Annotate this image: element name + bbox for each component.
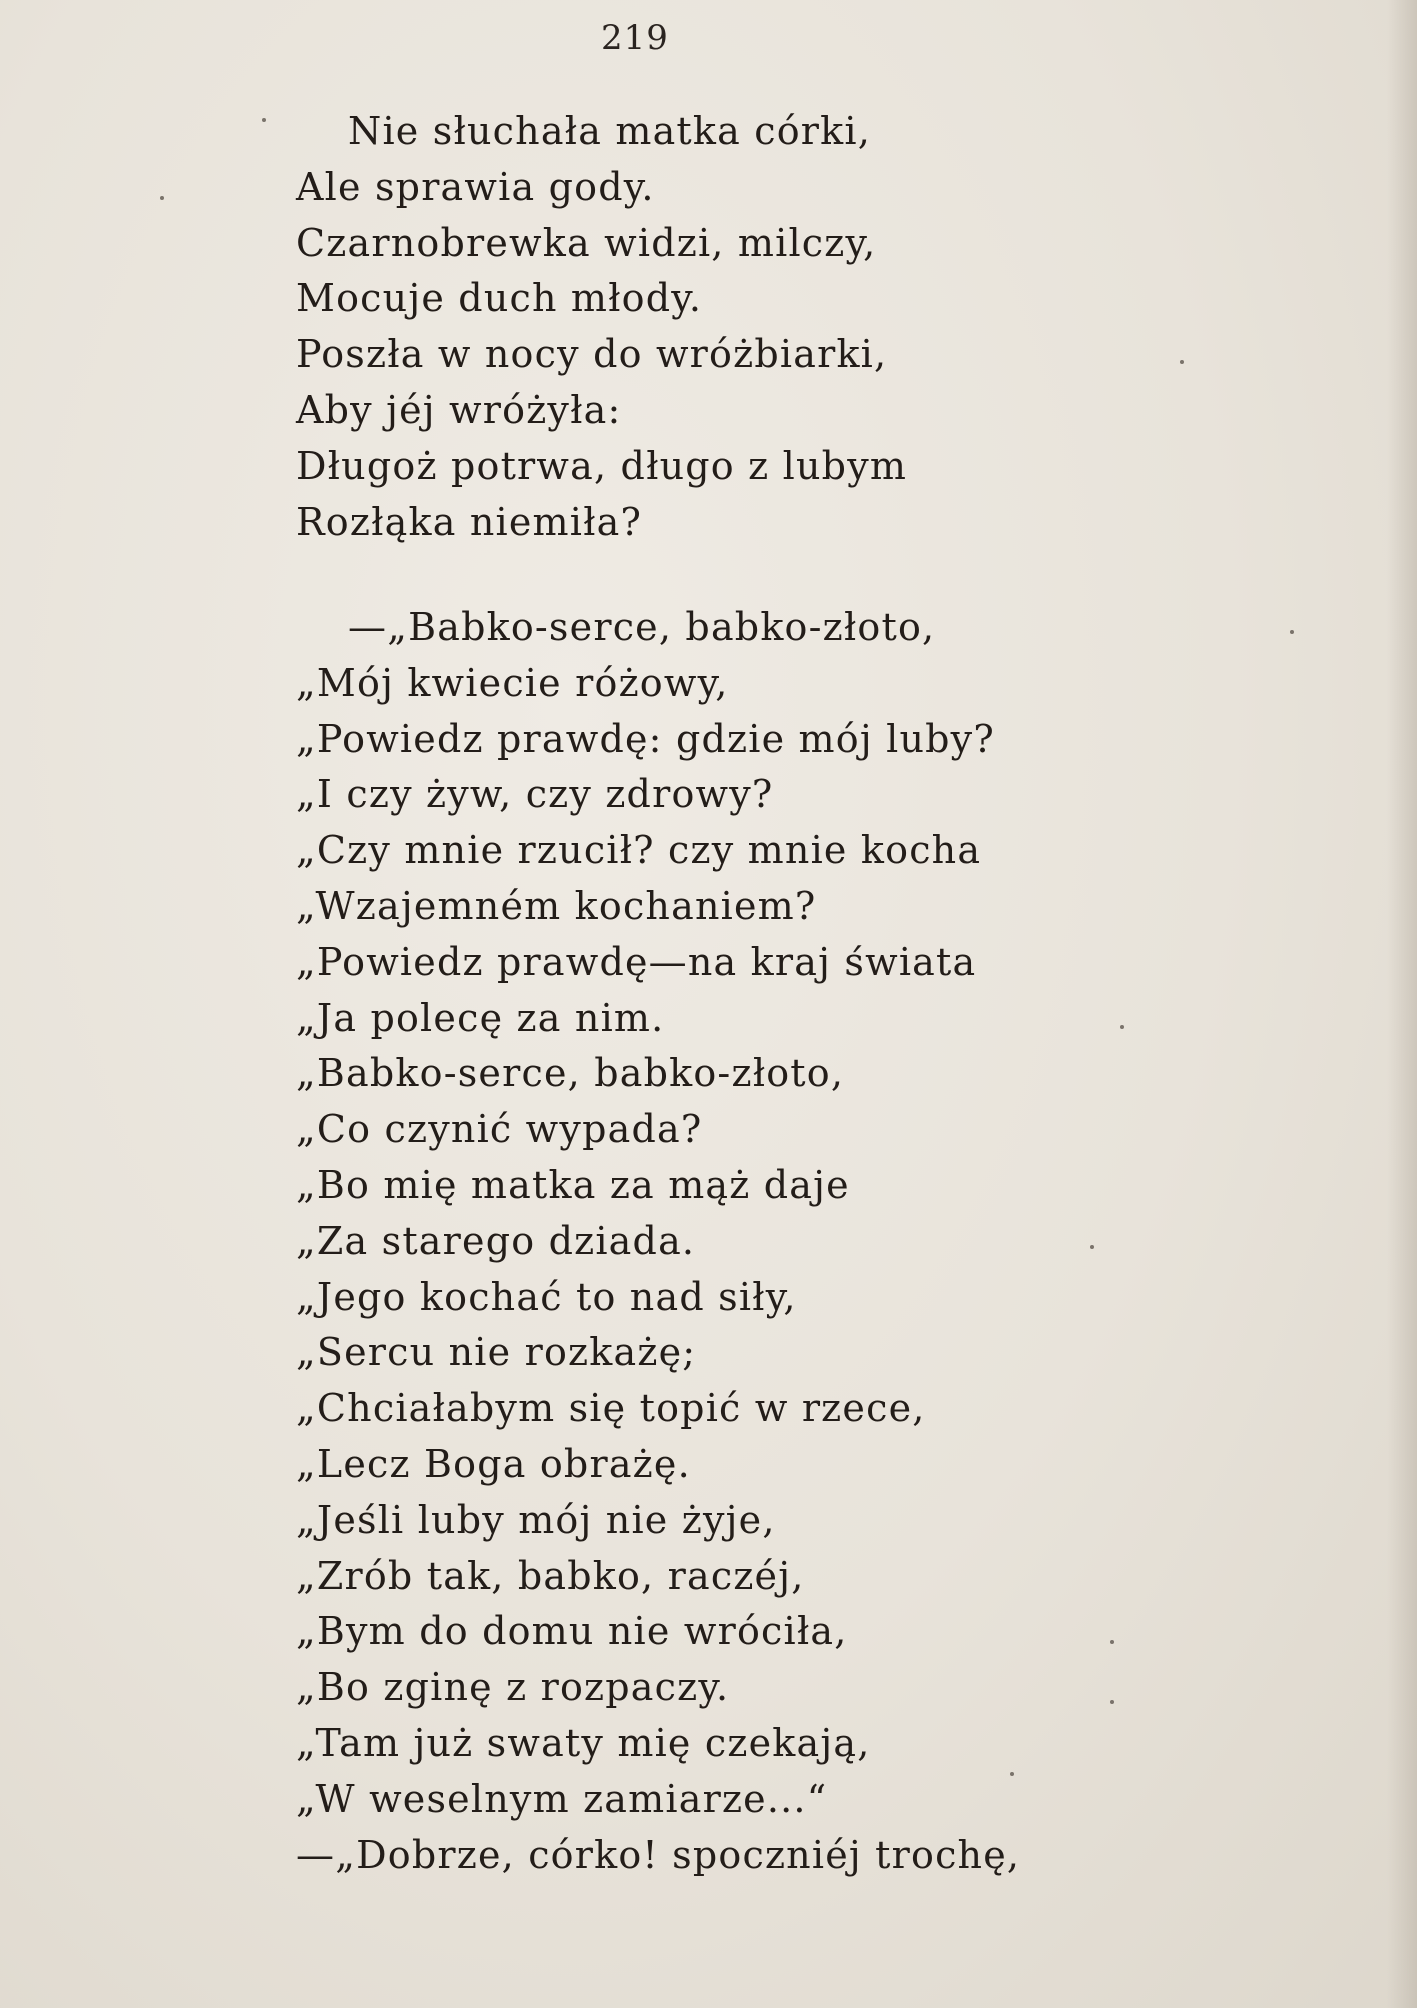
verse-line: Długoż potrwa, długo z lubym xyxy=(296,443,908,488)
verse-line: „W weselnym zamiarze...“ xyxy=(296,1776,828,1821)
verse-line: Nie słuchała matka córki, xyxy=(348,109,872,153)
verse-line: „Za starego dziada. xyxy=(296,1218,696,1263)
verse-line: „Co czynić wypada? xyxy=(296,1107,703,1152)
verse-line: „Powiedz prawdę—na kraj świata xyxy=(296,939,977,984)
verse-line: „Chciałabym się topić w rzece, xyxy=(296,1386,926,1431)
verse-line: —„Babko-serce, babko-złoto, xyxy=(348,605,936,649)
verse-line: „Bym do domu nie wróciła, xyxy=(296,1609,848,1654)
verse-line: „Zrób tak, babko, raczéj, xyxy=(296,1553,805,1598)
verse-line: „Mój kwiecie różowy, xyxy=(296,660,729,705)
page-edge-shadow xyxy=(1387,0,1417,2008)
paper-speck xyxy=(1120,1025,1124,1029)
stanza-2 xyxy=(296,600,1020,1883)
verse-line: Ale sprawia gody. xyxy=(296,164,655,209)
verse-line: Aby jéj wróżyła: xyxy=(296,387,622,432)
verse-line: Mocuje duch młody. xyxy=(296,276,703,321)
verse-line: Czarnobrewka widzi, milczy, xyxy=(296,220,877,265)
paper-speck xyxy=(1180,360,1184,364)
verse-line: „Powiedz prawdę: gdzie mój luby? xyxy=(296,716,995,761)
verse-line: „Wzajemném kochaniem? xyxy=(296,883,817,928)
verse-line: „Jeśli luby mój nie żyje, xyxy=(296,1497,776,1542)
verse-line: „Jego kochać to nad siły, xyxy=(296,1274,797,1319)
verse-line: „Bo zginę z rozpaczy. xyxy=(296,1665,730,1710)
verse-line: „Bo mię matka za mąż daje xyxy=(296,1162,850,1207)
paper-speck xyxy=(262,118,266,122)
verse-line: —„Dobrze, córko! spoczniéj trochę, xyxy=(296,1832,1021,1877)
verse-line: „Sercu nie rozkażę; xyxy=(296,1330,697,1375)
stanza-1 xyxy=(296,104,907,550)
verse-line: „Czy mnie rzucił? czy mnie kocha xyxy=(296,828,982,873)
page-number: 219 xyxy=(601,18,669,58)
verse-line: „Babko-serce, babko-złoto, xyxy=(296,1051,845,1096)
paper-speck xyxy=(1110,1640,1114,1644)
paper-speck xyxy=(1090,1245,1094,1249)
paper-speck xyxy=(160,196,164,200)
paper-speck xyxy=(1010,1772,1014,1776)
verse-line: „Lecz Boga obrażę. xyxy=(296,1441,691,1486)
paper-speck xyxy=(1290,630,1294,634)
verse-line: „Ja polecę za nim. xyxy=(296,995,665,1040)
verse-line: Poszła w nocy do wróżbiarki, xyxy=(296,332,888,377)
verse-line: Rozłąka niemiła? xyxy=(296,499,643,544)
verse-line: „Tam już swaty mię czekają, xyxy=(296,1720,871,1765)
verse-line: „I czy żyw, czy zdrowy? xyxy=(296,772,774,817)
paper-speck xyxy=(1110,1700,1114,1704)
